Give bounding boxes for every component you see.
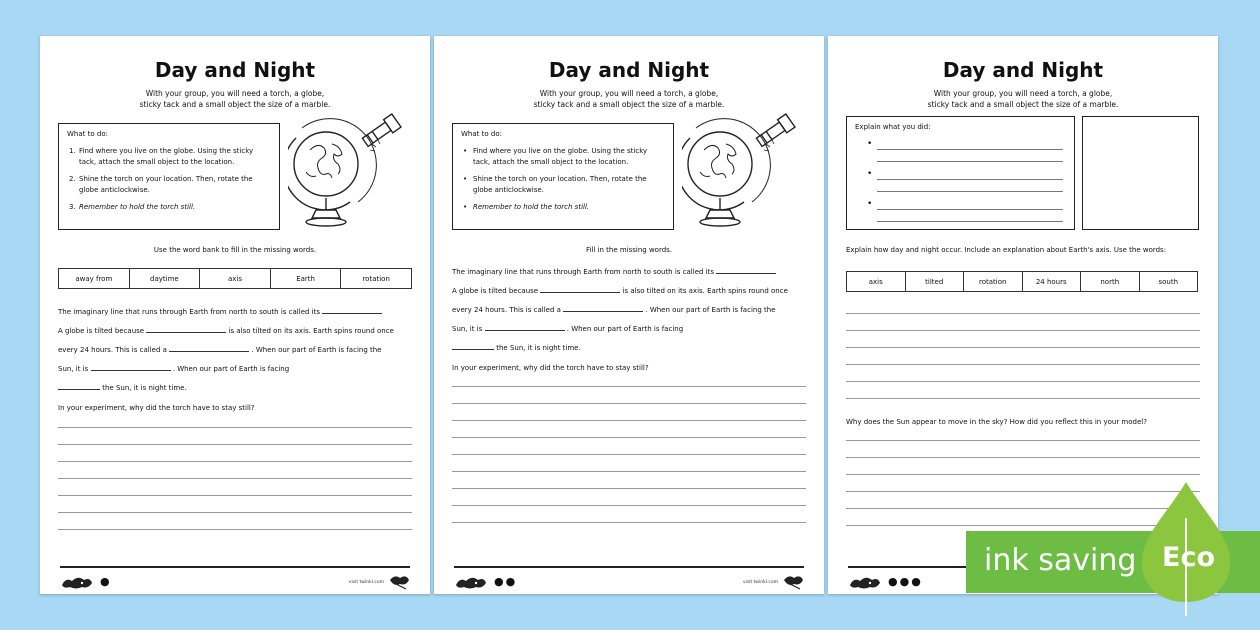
- instruction-text: Explain how day and night occur. Include an explanation about Earth's axis. Use the words:: [846, 246, 1167, 254]
- twinkl-logo-icon: [60, 577, 94, 589]
- fill-sentence: A globe is tilted because is also tilted on its axis. Earth spins round once: [452, 287, 788, 295]
- word-bank-cell: Earth: [271, 269, 342, 288]
- word-bank-cell: axis: [847, 272, 906, 291]
- fill-sentence: the Sun, it is night time.: [452, 343, 581, 352]
- ink-saving-label: ink saving: [984, 543, 1137, 578]
- what-to-do-box: What to do: 1. Find where you live on the globe. Using the sticky tack, attach the small object to the location. 2. Shine the torch on your location. Then, rotate the globe anticlockwise. 3. Remember to hold the torch still.: [58, 123, 280, 230]
- fill-sentence: Sun, it is . When our part of Earth is facing: [452, 325, 684, 333]
- eco-badge-label: Eco: [1162, 542, 1215, 573]
- answer-blank[interactable]: [716, 267, 776, 274]
- explain-box: [846, 116, 1075, 230]
- explain-heading: Explain what you did:: [855, 123, 931, 131]
- fill-sentence: the Sun, it is night time.: [58, 383, 187, 392]
- word-bank-cell: 24 hours: [1023, 272, 1082, 291]
- bullet: •: [867, 139, 873, 149]
- answer-blank[interactable]: [91, 364, 171, 371]
- globe-torch-illustration: [288, 110, 408, 234]
- fill-sentence: every 24 hours. This is called a . When our part of Earth is facing the: [58, 346, 382, 354]
- question-text: Why does the Sun appear to move in the sky? How did you reflect this in your model?: [846, 418, 1147, 426]
- twinkl-logo-icon: [454, 577, 488, 589]
- difficulty-dots: ●●●: [888, 575, 923, 588]
- answer-line[interactable]: [877, 191, 1063, 192]
- question-text: In your experiment, why did the torch have to stay still?: [452, 364, 649, 372]
- word-bank-cell: daytime: [130, 269, 201, 288]
- answer-blank[interactable]: [452, 343, 494, 350]
- answer-blank[interactable]: [322, 307, 382, 314]
- fill-sentence: The imaginary line that runs through Earth from north to south is called its: [452, 267, 776, 276]
- intro-text: With your group, you will need a torch, a globe, sticky tack and a small object the size of a marble.: [533, 89, 725, 109]
- question-text: In your experiment, why did the torch have to stay still?: [58, 404, 255, 412]
- globe-torch-illustration: [682, 110, 802, 234]
- answer-blank[interactable]: [540, 286, 620, 293]
- page-title: Day and Night: [548, 58, 710, 82]
- answer-blank[interactable]: [169, 345, 249, 352]
- footer-url: visit twinkl.com: [348, 580, 384, 585]
- what-to-do-heading: What to do:: [461, 130, 502, 138]
- answer-line[interactable]: [877, 221, 1063, 222]
- page-title: Day and Night: [942, 58, 1104, 82]
- twinkl-stamp-icon: [782, 574, 804, 590]
- intro-text: With your group, you will need a torch, a globe, sticky tack and a small object the size of a marble.: [927, 89, 1119, 109]
- instruction-text: Fill in the missing words.: [585, 246, 673, 254]
- twinkl-stamp-icon: [388, 574, 410, 590]
- what-to-do-box: What to do: • Find where you live on the globe. Using the sticky tack, attach the small object to the location. • Shine the torch on your location. Then, rotate the globe anticlockwise. • Remember to hold the torch still.: [452, 123, 674, 230]
- word-bank-cell: rotation: [362, 274, 390, 283]
- word-bank-cell: axis: [200, 269, 271, 288]
- word-bank-cell: away from: [59, 269, 130, 288]
- what-to-do-heading: What to do:: [67, 130, 108, 138]
- word-bank-cell: rotation: [964, 272, 1023, 291]
- difficulty-dots: ●●: [494, 575, 518, 588]
- answer-line[interactable]: [877, 209, 1063, 210]
- answer-line[interactable]: [877, 161, 1063, 162]
- intro-text: With your group, you will need a torch, a globe, sticky tack and a small object the size of a marble.: [139, 89, 331, 109]
- word-bank-cell: north: [1081, 272, 1140, 291]
- answer-blank[interactable]: [563, 305, 643, 312]
- fill-sentence: The imaginary line that runs through Earth from north to south is called its: [58, 307, 382, 316]
- instruction-text: Use the word bank to fill in the missing words.: [153, 246, 317, 254]
- word-bank-cell: south: [1158, 277, 1179, 286]
- answer-blank[interactable]: [146, 326, 226, 333]
- bullet: •: [867, 169, 873, 179]
- answer-line[interactable]: [877, 179, 1063, 180]
- answer-blank[interactable]: [58, 383, 100, 390]
- fill-sentence: Sun, it is . When our part of Earth is facing: [58, 365, 290, 373]
- page-title: Day and Night: [154, 58, 316, 82]
- bullet: •: [867, 199, 873, 209]
- footer-url: visit twinkl.com: [742, 580, 778, 585]
- worksheet-page-2: [434, 36, 824, 594]
- answer-line[interactable]: [877, 149, 1063, 150]
- twinkl-logo-icon: [848, 577, 882, 589]
- word-bank-cell: tilted: [906, 272, 965, 291]
- fill-sentence: every 24 hours. This is called a . When our part of Earth is facing the: [452, 306, 776, 314]
- answer-blank[interactable]: [485, 324, 565, 331]
- drawing-box[interactable]: [1082, 116, 1199, 230]
- worksheet-page-1: [40, 36, 430, 594]
- word-bank: [58, 268, 412, 289]
- difficulty-dots: ●: [100, 575, 112, 588]
- word-bank: [846, 271, 1198, 292]
- fill-sentence: A globe is tilted because is also tilted on its axis. Earth spins round once: [58, 327, 394, 335]
